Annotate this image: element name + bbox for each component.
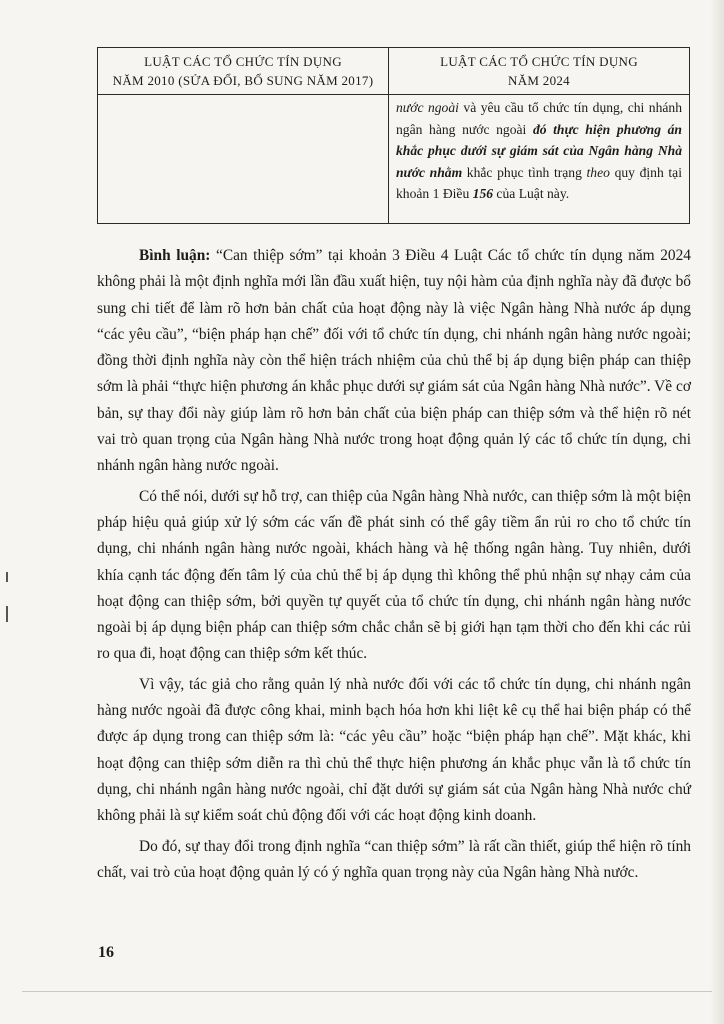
header-law-2010 <box>98 48 389 95</box>
cell-text-emphasis: đó thực hiện phương án khắc phục dưới sự giám sát của Ngân hàng Nhà nước nhằm <box>396 121 682 180</box>
cell-text-italic: nước ngoài <box>396 100 459 115</box>
paragraph-2: Có thể nói, dưới sự hỗ trợ, can thiệp của Ngân hàng Nhà nước, can thiệp sớm là một biện pháp hiệu quả giúp xử lý sớm các vấn đề phát sinh có thể gây tiềm ẩn rủi ro cho tổ chức tín dụng, chi nhánh ngân hàng nước ngoài, khách hàng và hệ thống ngân hàng. Tuy nhiên, dưới khía cạnh tác động đến tâm lý của chủ thể bị áp dụng thì không thể phủ nhận sự nhạy cảm của hoạt động can thiệp sớm, bởi quyền tự quyết của tổ chức tín dụng, chi nhánh ngân hàng nước ngoài bị áp dụng biện pháp can thiệp sớm chắc chắn sẽ bị giới hạn tạm thời cho đến khi các rủi ro qua đi, hoạt động can thiệp sớm kết thúc. <box>97 487 691 663</box>
header-right-line2: NĂM 2024 <box>508 73 570 88</box>
paragraph-4: Do đó, sự thay đổi trong định nghĩa “can thiệp sớm” là rất cần thiết, giúp thể hiện rõ tính chất, vai trò của hoạt động quản lý có ý nghĩa quan trọng này của Ngân hàng Nhà nước. <box>97 837 691 881</box>
comparison-table <box>97 47 690 224</box>
paragraph-1 <box>97 243 691 480</box>
paragraph-3: Vì vậy, tác giả cho rằng quản lý nhà nước đối với các tổ chức tín dụng, chi nhánh ngân hàng nước ngoài đã được công khai, minh bạch hóa hơn khi liệt kê cụ thể hai biện pháp có thể được áp dụng trong can thiệp sớm là: “các yêu cầu” hoặc “biện pháp hạn chế”. Mặt khác, khi hoạt động can thiệp sớm diễn ra thì chủ thể thực hiện phương án khắc phục vẫn là tổ chức tín dụng, chi nhánh ngân hàng nước ngoài, chỉ đặt dưới sự giám sát của Ngân hàng Nhà nước chứ không phải là sự kiểm soát chủ động đối với các hoạt động kinh doanh. <box>97 675 691 825</box>
commentary-section <box>97 243 691 890</box>
header-right-line1: LUẬT CÁC TỔ CHỨC TÍN DỤNG <box>440 54 638 69</box>
cell-law-2024 <box>389 95 690 224</box>
page-number: 16 <box>98 944 114 961</box>
cell-text: quy định tại khoản 1 Điều <box>396 164 682 202</box>
cell-text-italic: theo <box>586 164 610 180</box>
margin-mark <box>6 572 8 582</box>
header-law-2024 <box>389 48 690 95</box>
cell-text: của Luật này. <box>493 186 570 202</box>
cell-text: khắc phục tình trạng <box>462 164 587 180</box>
table-header-row <box>98 48 690 95</box>
table-row <box>98 95 690 224</box>
header-left-line1: LUẬT CÁC TỔ CHỨC TÍN DỤNG <box>144 54 342 69</box>
cell-text-emphasis: 156 <box>472 186 494 202</box>
cell-text: và yêu cầu tổ chức tín dụng, chi nhánh ngân hàng nước ngoài <box>396 100 682 137</box>
paragraph-text: “Can thiệp sớm” tại khoản 3 Điều 4 Luật Các tổ chức tín dụng năm 2024 không phải là một định nghĩa mới lần đầu xuất hiện, tuy nội hàm của định nghĩa này đã được bổ sung chi tiết để làm rõ hơn bản chất của hoạt động này là việc Ngân hàng Nhà nước áp dụng “các yêu cầu”, “biện pháp hạn chế” đối với tổ chức tín dụng, chi nhánh ngân hàng nước ngoài; đồng thời định nghĩa này còn thể hiện trách nhiệm của chủ thể bị áp dụng biện pháp can thiệp sớm là phải “thực hiện phương án khắc phục dưới sự giám sát của Ngân hàng Nhà nước”. Về cơ bản, sự thay đổi này giúp làm rõ hơn bản chất của biện pháp can thiệp sớm và thể hiện rõ nét vai trò quan trọng của Ngân hàng Nhà nước trong hoạt động quản lý các tổ chức tín dụng, chi nhánh ngân hàng nước ngoài. <box>97 247 691 475</box>
margin-mark <box>6 606 8 622</box>
cell-law-2010-empty <box>98 95 389 224</box>
header-left-line2: NĂM 2010 (SỬA ĐỔI, BỔ SUNG NĂM 2017) <box>112 73 374 88</box>
page-edge-shadow <box>710 0 724 1024</box>
commentary-label: Bình luận: <box>139 247 211 264</box>
page-bottom-rule <box>22 991 712 992</box>
